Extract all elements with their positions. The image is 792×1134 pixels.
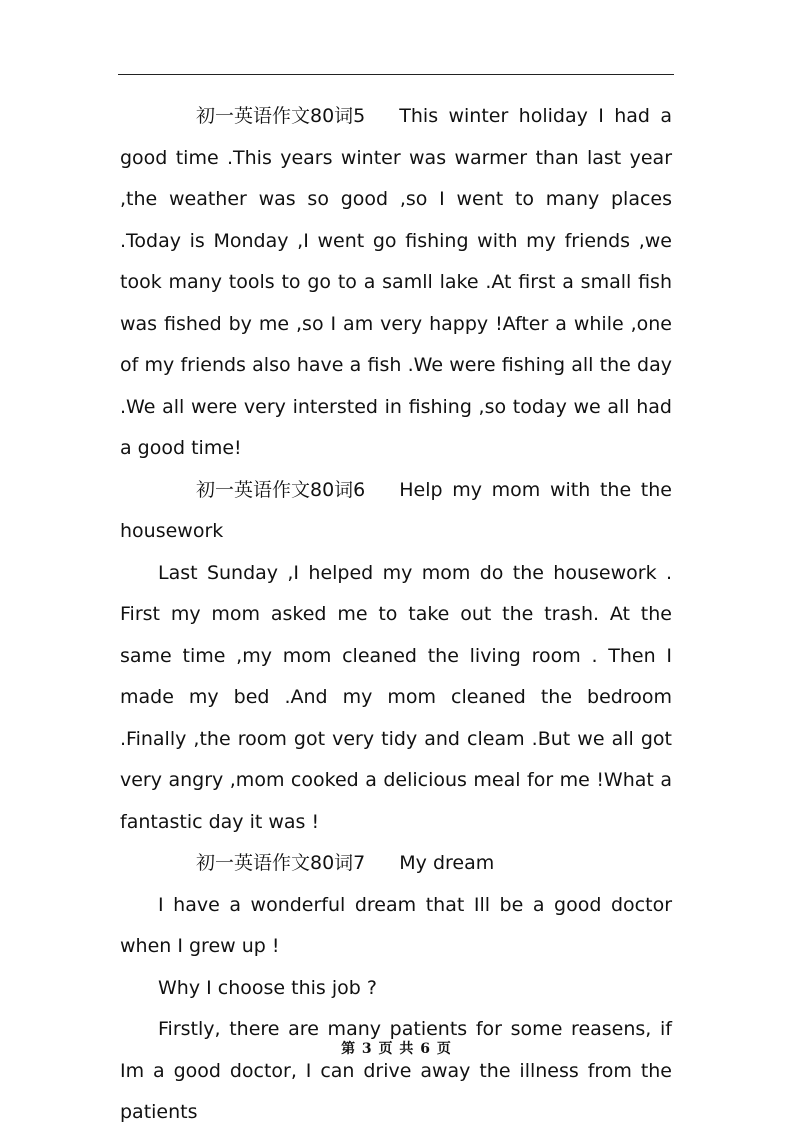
section-6-paragraph: Last Sunday ,I helped my mom do the housework . First my mom asked me to take out the trash. At the same time ,my mom cleaned the living room . Then I made my bed .And my mom cleaned the bedroom .Finally ,the room got very tidy and cleam .But we all got very angry ,mom cooked a delicious meal for me !What a fantastic day it was ! bbox=[120, 561, 672, 833]
header-rule bbox=[118, 74, 674, 75]
section-7-title: My dream bbox=[399, 852, 495, 874]
section-5-heading: 初一英语作文80词5 bbox=[196, 105, 366, 127]
document-body bbox=[120, 96, 672, 1134]
section-6-heading: 初一英语作文80词6 bbox=[196, 478, 366, 501]
section-7-paragraph-2: Why I choose this job ? bbox=[158, 976, 377, 999]
page-footer: 第 3 页 共 6 页 bbox=[341, 1041, 451, 1057]
section-6-intro bbox=[120, 470, 672, 553]
section-7-paragraph-3: Firstly, there are many patients for some reasens, if Im a good doctor, I can drive away the illness from the patients bbox=[120, 1018, 672, 1123]
section-7-heading: 初一英语作文80词7 bbox=[196, 852, 366, 874]
section-6-title: Help my mom with the the housework bbox=[120, 478, 672, 542]
section-7-intro bbox=[120, 843, 672, 885]
section-7-paragraph-1: I have a wonderful dream that Ill be a good doctor when I grew up ! bbox=[120, 893, 672, 957]
section-5-paragraph: This winter holiday I had a good time .This years winter was warmer than last year ,the weather was so good ,so I went to many places .Today is Monday ,I went go fishing with my friends ,we took many tools to go to a samll lake .At first a small fish was fished by me ,so I am very happy !After a while ,one of my friends also have a fish .We were fishing all the day .We all were very intersted in fishing ,so today we all had a good time! bbox=[120, 105, 672, 459]
section-5-intro bbox=[120, 96, 672, 470]
